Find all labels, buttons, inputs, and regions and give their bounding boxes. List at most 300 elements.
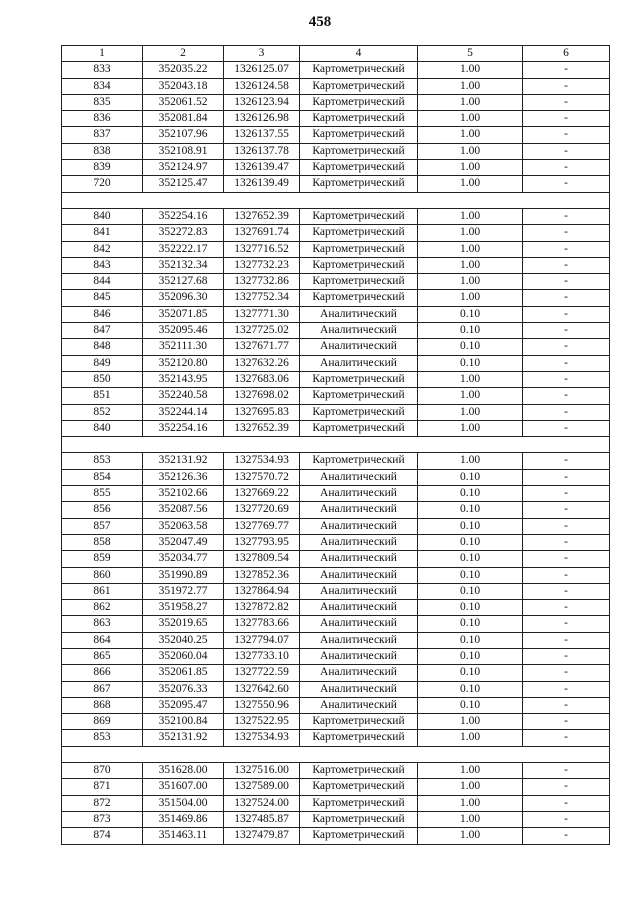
note-cell: - [523, 551, 610, 567]
blank-separator-row [62, 746, 610, 762]
method-cell: Картометрический [300, 388, 418, 404]
column-header: 4 [300, 46, 418, 62]
point-number-cell: 855 [62, 486, 143, 502]
accuracy-cell: 1.00 [418, 404, 523, 420]
y-coordinate-cell: 1327683.06 [224, 371, 300, 387]
note-cell: - [523, 176, 610, 192]
point-number-cell: 873 [62, 811, 143, 827]
note-cell: - [523, 404, 610, 420]
point-number-cell: 720 [62, 176, 143, 192]
x-coordinate-cell: 352272.83 [143, 225, 224, 241]
point-number-cell: 856 [62, 502, 143, 518]
note-cell: - [523, 388, 610, 404]
method-cell: Картометрический [300, 714, 418, 730]
accuracy-cell: 1.00 [418, 371, 523, 387]
method-cell: Аналитический [300, 616, 418, 632]
accuracy-cell: 1.00 [418, 453, 523, 469]
y-coordinate-cell: 1327733.10 [224, 648, 300, 664]
table-row [62, 502, 610, 518]
note-cell: - [523, 795, 610, 811]
table-row [62, 795, 610, 811]
table-row [62, 290, 610, 306]
x-coordinate-cell: 352100.84 [143, 714, 224, 730]
table-row [62, 632, 610, 648]
accuracy-cell: 1.00 [418, 795, 523, 811]
table-row [62, 225, 610, 241]
accuracy-cell: 1.00 [418, 763, 523, 779]
y-coordinate-cell: 1327550.96 [224, 697, 300, 713]
table-row [62, 420, 610, 436]
note-cell: - [523, 518, 610, 534]
note-cell: - [523, 469, 610, 485]
accuracy-cell: 1.00 [418, 62, 523, 78]
note-cell: - [523, 648, 610, 664]
column-header: 3 [224, 46, 300, 62]
x-coordinate-cell: 352047.49 [143, 534, 224, 550]
accuracy-cell: 1.00 [418, 78, 523, 94]
point-number-cell: 850 [62, 371, 143, 387]
accuracy-cell: 0.10 [418, 469, 523, 485]
point-number-cell: 853 [62, 453, 143, 469]
table-row [62, 534, 610, 550]
y-coordinate-cell: 1327725.02 [224, 323, 300, 339]
y-coordinate-cell: 1327570.72 [224, 469, 300, 485]
table-row [62, 469, 610, 485]
note-cell: - [523, 681, 610, 697]
y-coordinate-cell: 1327691.74 [224, 225, 300, 241]
point-number-cell: 847 [62, 323, 143, 339]
blank-cell [62, 746, 610, 762]
y-coordinate-cell: 1327632.26 [224, 355, 300, 371]
note-cell: - [523, 208, 610, 224]
method-cell: Аналитический [300, 534, 418, 550]
x-coordinate-cell: 352108.91 [143, 143, 224, 159]
x-coordinate-cell: 352240.58 [143, 388, 224, 404]
y-coordinate-cell: 1327479.87 [224, 828, 300, 844]
x-coordinate-cell: 352060.04 [143, 648, 224, 664]
x-coordinate-cell: 352131.92 [143, 730, 224, 746]
method-cell: Картометрический [300, 730, 418, 746]
note-cell: - [523, 355, 610, 371]
accuracy-cell: 1.00 [418, 257, 523, 273]
method-cell: Картометрический [300, 78, 418, 94]
table-row [62, 681, 610, 697]
column-header: 2 [143, 46, 224, 62]
method-cell: Аналитический [300, 567, 418, 583]
y-coordinate-cell: 1326137.78 [224, 143, 300, 159]
point-number-cell: 853 [62, 730, 143, 746]
method-cell: Картометрический [300, 160, 418, 176]
table-row [62, 127, 610, 143]
note-cell: - [523, 583, 610, 599]
point-number-cell: 852 [62, 404, 143, 420]
x-coordinate-cell: 352081.84 [143, 111, 224, 127]
point-number-cell: 836 [62, 111, 143, 127]
method-cell: Аналитический [300, 648, 418, 664]
method-cell: Картометрический [300, 274, 418, 290]
x-coordinate-cell: 352095.46 [143, 323, 224, 339]
y-coordinate-cell: 1327698.02 [224, 388, 300, 404]
table-row [62, 697, 610, 713]
accuracy-cell: 0.10 [418, 632, 523, 648]
method-cell: Аналитический [300, 518, 418, 534]
accuracy-cell: 1.00 [418, 828, 523, 844]
x-coordinate-cell: 352102.66 [143, 486, 224, 502]
accuracy-cell: 0.10 [418, 502, 523, 518]
method-cell: Аналитический [300, 681, 418, 697]
accuracy-cell: 0.10 [418, 323, 523, 339]
y-coordinate-cell: 1327732.23 [224, 257, 300, 273]
method-cell: Аналитический [300, 665, 418, 681]
x-coordinate-cell: 352096.30 [143, 290, 224, 306]
x-coordinate-cell: 352087.56 [143, 502, 224, 518]
note-cell: - [523, 339, 610, 355]
accuracy-cell: 0.10 [418, 486, 523, 502]
x-coordinate-cell: 352131.92 [143, 453, 224, 469]
method-cell: Аналитический [300, 551, 418, 567]
note-cell: - [523, 697, 610, 713]
note-cell: - [523, 127, 610, 143]
y-coordinate-cell: 1327752.34 [224, 290, 300, 306]
point-number-cell: 868 [62, 697, 143, 713]
y-coordinate-cell: 1326124.58 [224, 78, 300, 94]
y-coordinate-cell: 1327771.30 [224, 306, 300, 322]
x-coordinate-cell: 352143.95 [143, 371, 224, 387]
page-number: 458 [308, 14, 332, 30]
point-number-cell: 871 [62, 779, 143, 795]
point-number-cell: 842 [62, 241, 143, 257]
y-coordinate-cell: 1327652.39 [224, 208, 300, 224]
method-cell: Картометрический [300, 290, 418, 306]
x-coordinate-cell: 352061.52 [143, 94, 224, 110]
accuracy-cell: 0.10 [418, 648, 523, 664]
accuracy-cell: 0.10 [418, 616, 523, 632]
y-coordinate-cell: 1327524.00 [224, 795, 300, 811]
note-cell: - [523, 241, 610, 257]
table-row [62, 763, 610, 779]
x-coordinate-cell: 352222.17 [143, 241, 224, 257]
method-cell: Аналитический [300, 600, 418, 616]
y-coordinate-cell: 1327852.36 [224, 567, 300, 583]
accuracy-cell: 0.10 [418, 534, 523, 550]
x-coordinate-cell: 352019.65 [143, 616, 224, 632]
y-coordinate-cell: 1327652.39 [224, 420, 300, 436]
accuracy-cell: 0.10 [418, 551, 523, 567]
point-number-cell: 841 [62, 225, 143, 241]
table-row [62, 811, 610, 827]
blank-separator-row [62, 437, 610, 453]
x-coordinate-cell: 352095.47 [143, 697, 224, 713]
coordinates-table [61, 45, 610, 845]
table-row [62, 323, 610, 339]
point-number-cell: 854 [62, 469, 143, 485]
note-cell: - [523, 616, 610, 632]
y-coordinate-cell: 1327695.83 [224, 404, 300, 420]
point-number-cell: 837 [62, 127, 143, 143]
accuracy-cell: 1.00 [418, 94, 523, 110]
x-coordinate-cell: 352076.33 [143, 681, 224, 697]
note-cell: - [523, 290, 610, 306]
y-coordinate-cell: 1327485.87 [224, 811, 300, 827]
method-cell: Картометрический [300, 811, 418, 827]
accuracy-cell: 1.00 [418, 274, 523, 290]
accuracy-cell: 1.00 [418, 127, 523, 143]
y-coordinate-cell: 1327522.95 [224, 714, 300, 730]
table-row [62, 339, 610, 355]
point-number-cell: 840 [62, 208, 143, 224]
point-number-cell: 865 [62, 648, 143, 664]
y-coordinate-cell: 1326139.49 [224, 176, 300, 192]
table-row [62, 583, 610, 599]
accuracy-cell: 0.10 [418, 306, 523, 322]
accuracy-cell: 1.00 [418, 241, 523, 257]
y-coordinate-cell: 1327872.82 [224, 600, 300, 616]
x-coordinate-cell: 352034.77 [143, 551, 224, 567]
table-row [62, 567, 610, 583]
method-cell: Картометрический [300, 127, 418, 143]
method-cell: Аналитический [300, 583, 418, 599]
note-cell: - [523, 779, 610, 795]
y-coordinate-cell: 1326137.55 [224, 127, 300, 143]
note-cell: - [523, 371, 610, 387]
method-cell: Аналитический [300, 355, 418, 371]
x-coordinate-cell: 352254.16 [143, 208, 224, 224]
table-row [62, 62, 610, 78]
table-row [62, 453, 610, 469]
column-header: 6 [523, 46, 610, 62]
point-number-cell: 864 [62, 632, 143, 648]
accuracy-cell: 0.10 [418, 681, 523, 697]
note-cell: - [523, 714, 610, 730]
table-row [62, 241, 610, 257]
method-cell: Картометрический [300, 795, 418, 811]
x-coordinate-cell: 351972.77 [143, 583, 224, 599]
note-cell: - [523, 600, 610, 616]
point-number-cell: 862 [62, 600, 143, 616]
note-cell: - [523, 534, 610, 550]
table-row [62, 306, 610, 322]
point-number-cell: 870 [62, 763, 143, 779]
x-coordinate-cell: 351463.11 [143, 828, 224, 844]
point-number-cell: 874 [62, 828, 143, 844]
accuracy-cell: 1.00 [418, 730, 523, 746]
method-cell: Картометрический [300, 176, 418, 192]
point-number-cell: 844 [62, 274, 143, 290]
table-row [62, 648, 610, 664]
note-cell: - [523, 811, 610, 827]
point-number-cell: 835 [62, 94, 143, 110]
point-number-cell: 838 [62, 143, 143, 159]
y-coordinate-cell: 1327794.07 [224, 632, 300, 648]
x-coordinate-cell: 352111.30 [143, 339, 224, 355]
method-cell: Аналитический [300, 306, 418, 322]
y-coordinate-cell: 1327720.69 [224, 502, 300, 518]
table-row [62, 551, 610, 567]
note-cell: - [523, 274, 610, 290]
point-number-cell: 851 [62, 388, 143, 404]
note-cell: - [523, 323, 610, 339]
method-cell: Аналитический [300, 469, 418, 485]
accuracy-cell: 1.00 [418, 208, 523, 224]
point-number-cell: 869 [62, 714, 143, 730]
note-cell: - [523, 160, 610, 176]
blank-separator-row [62, 192, 610, 208]
y-coordinate-cell: 1326123.94 [224, 94, 300, 110]
table-row [62, 779, 610, 795]
y-coordinate-cell: 1327732.86 [224, 274, 300, 290]
point-number-cell: 849 [62, 355, 143, 371]
table-row [62, 616, 610, 632]
note-cell: - [523, 567, 610, 583]
method-cell: Картометрический [300, 453, 418, 469]
note-cell: - [523, 665, 610, 681]
x-coordinate-cell: 352035.22 [143, 62, 224, 78]
method-cell: Картометрический [300, 257, 418, 273]
y-coordinate-cell: 1327716.52 [224, 241, 300, 257]
note-cell: - [523, 453, 610, 469]
point-number-cell: 840 [62, 420, 143, 436]
x-coordinate-cell: 351469.86 [143, 811, 224, 827]
y-coordinate-cell: 1327864.94 [224, 583, 300, 599]
accuracy-cell: 1.00 [418, 176, 523, 192]
accuracy-cell: 0.10 [418, 583, 523, 599]
table-row [62, 355, 610, 371]
point-number-cell: 860 [62, 567, 143, 583]
table-row [62, 388, 610, 404]
table-row [62, 94, 610, 110]
y-coordinate-cell: 1327534.93 [224, 453, 300, 469]
accuracy-cell: 1.00 [418, 290, 523, 306]
note-cell: - [523, 763, 610, 779]
table-row [62, 111, 610, 127]
method-cell: Аналитический [300, 632, 418, 648]
accuracy-cell: 0.10 [418, 518, 523, 534]
accuracy-cell: 0.10 [418, 355, 523, 371]
x-coordinate-cell: 352254.16 [143, 420, 224, 436]
point-number-cell: 857 [62, 518, 143, 534]
table-row [62, 600, 610, 616]
y-coordinate-cell: 1327769.77 [224, 518, 300, 534]
y-coordinate-cell: 1327671.77 [224, 339, 300, 355]
x-coordinate-cell: 352132.34 [143, 257, 224, 273]
note-cell: - [523, 143, 610, 159]
table-row [62, 208, 610, 224]
x-coordinate-cell: 352124.97 [143, 160, 224, 176]
blank-cell [62, 437, 610, 453]
note-cell: - [523, 828, 610, 844]
note-cell: - [523, 420, 610, 436]
point-number-cell: 834 [62, 78, 143, 94]
accuracy-cell: 1.00 [418, 811, 523, 827]
method-cell: Картометрический [300, 420, 418, 436]
note-cell: - [523, 225, 610, 241]
method-cell: Картометрический [300, 62, 418, 78]
x-coordinate-cell: 352061.85 [143, 665, 224, 681]
method-cell: Аналитический [300, 339, 418, 355]
x-coordinate-cell: 352107.96 [143, 127, 224, 143]
table-row [62, 274, 610, 290]
method-cell: Аналитический [300, 502, 418, 518]
method-cell: Картометрический [300, 763, 418, 779]
method-cell: Аналитический [300, 697, 418, 713]
x-coordinate-cell: 351990.89 [143, 567, 224, 583]
accuracy-cell: 0.10 [418, 665, 523, 681]
note-cell: - [523, 306, 610, 322]
point-number-cell: 859 [62, 551, 143, 567]
note-cell: - [523, 111, 610, 127]
y-coordinate-cell: 1327516.00 [224, 763, 300, 779]
y-coordinate-cell: 1326126.98 [224, 111, 300, 127]
accuracy-cell: 1.00 [418, 714, 523, 730]
y-coordinate-cell: 1326139.47 [224, 160, 300, 176]
accuracy-cell: 1.00 [418, 225, 523, 241]
accuracy-cell: 1.00 [418, 388, 523, 404]
accuracy-cell: 1.00 [418, 779, 523, 795]
point-number-cell: 846 [62, 306, 143, 322]
method-cell: Картометрический [300, 94, 418, 110]
y-coordinate-cell: 1327793.95 [224, 534, 300, 550]
x-coordinate-cell: 351628.00 [143, 763, 224, 779]
y-coordinate-cell: 1327589.00 [224, 779, 300, 795]
table-row [62, 143, 610, 159]
accuracy-cell: 1.00 [418, 420, 523, 436]
table-row [62, 371, 610, 387]
note-cell: - [523, 730, 610, 746]
blank-cell [62, 192, 610, 208]
accuracy-cell: 1.00 [418, 160, 523, 176]
note-cell: - [523, 257, 610, 273]
table-row [62, 257, 610, 273]
point-number-cell: 833 [62, 62, 143, 78]
accuracy-cell: 0.10 [418, 600, 523, 616]
x-coordinate-cell: 352125.47 [143, 176, 224, 192]
table-row [62, 828, 610, 844]
table-row [62, 176, 610, 192]
point-number-cell: 863 [62, 616, 143, 632]
table-body [62, 62, 610, 844]
table-row [62, 160, 610, 176]
note-cell: - [523, 486, 610, 502]
x-coordinate-cell: 351958.27 [143, 600, 224, 616]
note-cell: - [523, 502, 610, 518]
column-header: 1 [62, 46, 143, 62]
method-cell: Картометрический [300, 779, 418, 795]
x-coordinate-cell: 352071.85 [143, 306, 224, 322]
method-cell: Картометрический [300, 225, 418, 241]
x-coordinate-cell: 352127.68 [143, 274, 224, 290]
note-cell: - [523, 94, 610, 110]
point-number-cell: 839 [62, 160, 143, 176]
method-cell: Картометрический [300, 111, 418, 127]
y-coordinate-cell: 1327669.22 [224, 486, 300, 502]
y-coordinate-cell: 1327722.59 [224, 665, 300, 681]
point-number-cell: 858 [62, 534, 143, 550]
accuracy-cell: 1.00 [418, 143, 523, 159]
point-number-cell: 866 [62, 665, 143, 681]
table-row [62, 78, 610, 94]
table-row [62, 404, 610, 420]
table-row [62, 518, 610, 534]
x-coordinate-cell: 352043.18 [143, 78, 224, 94]
method-cell: Картометрический [300, 404, 418, 420]
x-coordinate-cell: 352126.36 [143, 469, 224, 485]
note-cell: - [523, 632, 610, 648]
table-row [62, 486, 610, 502]
method-cell: Картометрический [300, 208, 418, 224]
method-cell: Аналитический [300, 486, 418, 502]
y-coordinate-cell: 1327642.60 [224, 681, 300, 697]
method-cell: Картометрический [300, 828, 418, 844]
